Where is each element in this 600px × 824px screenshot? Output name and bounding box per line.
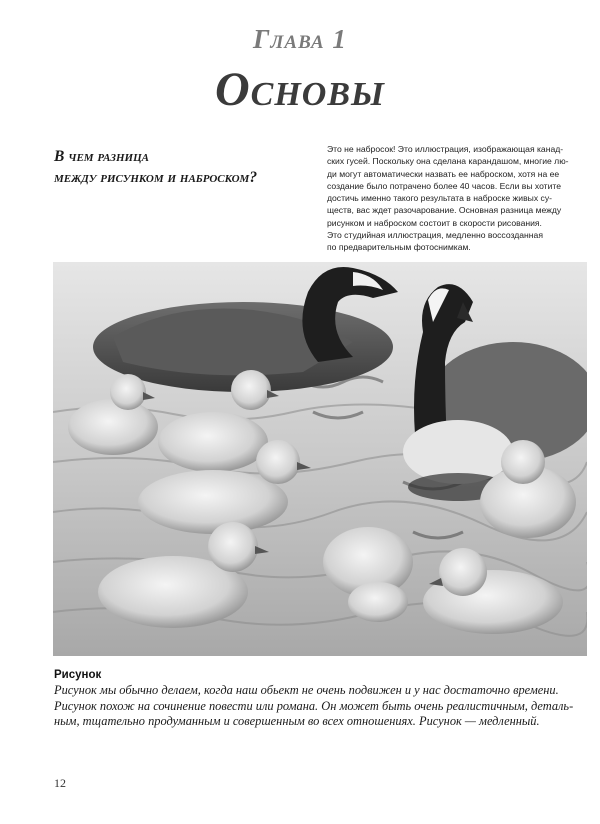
page-number: 12	[54, 776, 66, 790]
section-heading-line: между рисунком и наброском?	[54, 169, 258, 186]
intro-line: по предварительным фотоснимкам.	[327, 242, 471, 253]
geese-illustration-drawing	[53, 262, 587, 656]
caption-line: Рисунок похож на сочинение повести или романа. Он может быть очень реалистичным, деталь-	[54, 698, 574, 713]
intro-line: ских гусей. Поскольку она сделана карандашом, многие лю-	[327, 156, 569, 167]
intro-line: ществ, вас ждет разочарование. Основная разница между	[327, 205, 562, 216]
intro-line: ди могут автоматически назвать ее наброском, хотя на ее	[327, 168, 560, 179]
caption-title: Рисунок	[54, 669, 102, 681]
section-heading	[54, 146, 324, 188]
figure-caption	[54, 668, 594, 730]
chapter-title: Основы	[215, 63, 385, 116]
intro-line: рисунком и наброском состоит в скорости рисования.	[327, 217, 542, 228]
intro-paragraph	[327, 143, 587, 254]
chapter-label: Глава 1	[253, 24, 347, 54]
intro-line: достичь именно такого результата в наброске живых су-	[327, 193, 552, 204]
geese-illustration	[53, 262, 587, 656]
caption-line: Рисунок мы обычно делаем, когда наш обьект не очень подвижен и у нас достаточно времени.	[54, 683, 559, 697]
section-heading-line: В чем разница	[54, 148, 149, 165]
intro-line: создание было потрачено более 40 часов. Если вы хотите	[327, 180, 562, 191]
intro-line: Это не набросок! Это иллюстрация, изображающая канад-	[327, 144, 564, 154]
intro-line: Это студийная иллюстрация, медленно воссозданная	[327, 230, 543, 241]
caption-line: ным, тщательно продуманным и совершенным во всех отношениях. Рисунок — медленный.	[54, 714, 540, 728]
